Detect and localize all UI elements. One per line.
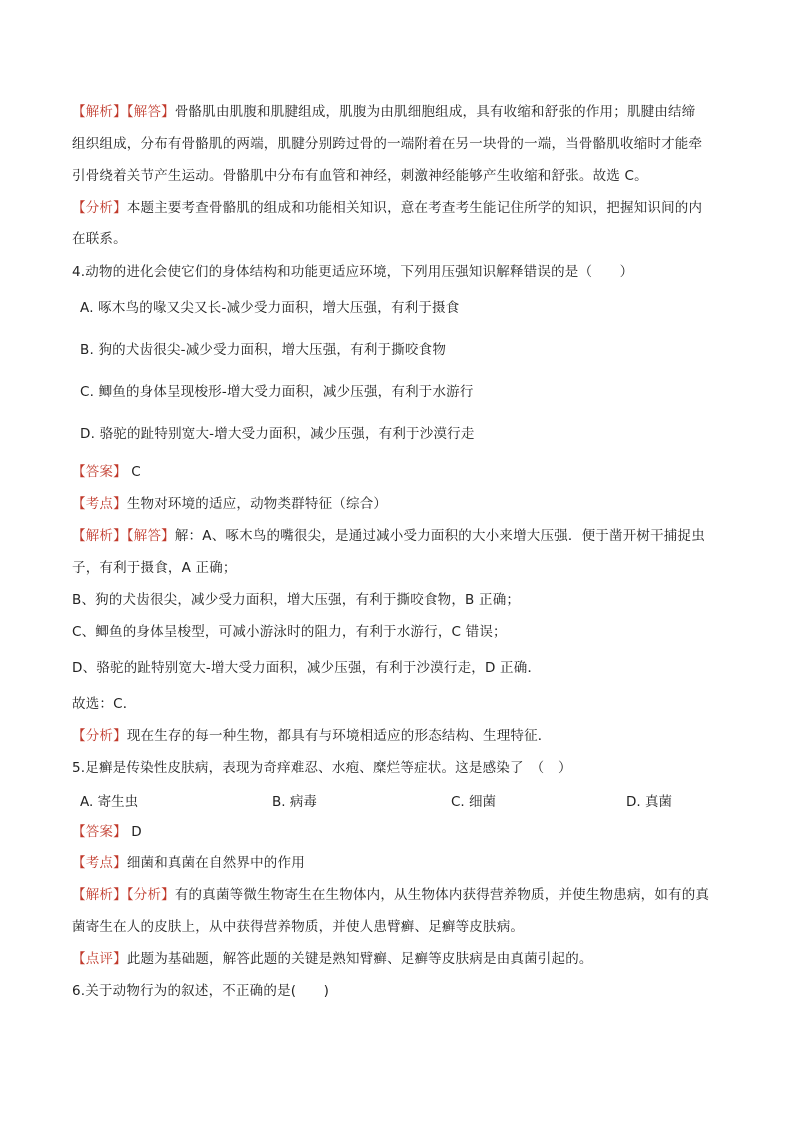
q6-stem: 6.关于动物行为的叙述，不正确的是( ): [72, 983, 330, 999]
q4-jiexi-line-3: B、狗的犬齿很尖，减少受力面积，增大压强，有利于撕咬食物，B 正确；: [72, 592, 521, 608]
q4-jiexi-line-2: 子，有利于摄食，A 正确；: [72, 560, 237, 576]
q5-option-d: D. 真菌: [626, 794, 672, 810]
q4-jiexi-line-6: 故选：C．: [72, 696, 137, 712]
q4-kaodian: 【考点】生物对环境的适应，动物类群特征（综合）: [72, 496, 388, 512]
q4-jiexi-tag: 【解析】【解答】: [72, 528, 175, 544]
q3-fenxi-line-1: 【分析】本题主要考查骨骼肌的组成和功能相关知识，意在考查考生能记住所学的知识，把握知识间的内: [72, 200, 703, 216]
q5-answer-tag: 【答案】: [72, 824, 127, 840]
q4-option-b: B. 狗的犬齿很尖-减少受力面积，增大压强，有利于撕咬食物: [80, 342, 447, 358]
q4-jiexi-line-1: 【解析】【解答】解：A、啄木鸟的嘴很尖，是通过减小受力面积的大小来增大压强．便于凿开树干捕捉虫: [72, 528, 705, 544]
q4-answer: 【答案】 C: [72, 464, 141, 480]
q4-jiexi-line-4: C、鲫鱼的身体呈梭型，可减小游泳时的阻力，有利于水游行，C 错误；: [72, 624, 507, 640]
q5-stem: 5.足癣是传染性皮肤病，表现为奇痒难忍、水疱、糜烂等症状。这是感染了 （ ）: [72, 760, 572, 776]
q5-kaodian-tag: 【考点】: [72, 855, 127, 871]
q4-fenxi: 【分析】现在生存的每一种生物，都具有与环境相适应的形态结构、生理特征．: [72, 728, 552, 744]
q3-fenxi-tag: 【分析】: [72, 200, 127, 216]
q5-options-row: [80, 790, 720, 810]
q3-fenxi-line-2: 在联系。: [72, 231, 127, 247]
q4-stem: 4.动物的进化会使它们的身体结构和功能更适应环境，下列用压强知识解释错误的是（ ）: [72, 264, 634, 280]
q5-jiexi-tag: 【解析】【分析】: [72, 887, 175, 903]
q3-jiexi-line-3: 引骨绕着关节产生运动。骨骼肌中分布有血管和神经，刺激神经能够产生收缩和舒张。故选 C。: [72, 168, 648, 184]
q5-jiexi-line-2: 菌寄生在人的皮肤上，从中获得营养物质，并使人患臂癣、足癣等皮肤病。: [72, 919, 525, 935]
q4-kaodian-tag: 【考点】: [72, 496, 127, 512]
q4-option-d: D. 骆驼的趾特别宽大-增大受力面积，减少压强，有利于沙漠行走: [80, 426, 475, 442]
q3-jiexi-line-2: 组织组成，分布有骨骼肌的两端，肌腱分别跨过骨的一端附着在另一块骨的一端，当骨骼肌收缩时才能牵: [72, 136, 703, 152]
q4-fenxi-tag: 【分析】: [72, 728, 127, 744]
q4-jiexi-line-5: D、骆驼的趾特别宽大-增大受力面积，减少压强，有利于沙漠行走，D 正确．: [72, 660, 542, 676]
q3-jiexi-tag: 【解析】【解答】: [72, 104, 175, 120]
q4-option-a: A. 啄木鸟的喙又尖又长-减少受力面积，增大压强，有利于摄食: [80, 300, 460, 316]
q5-dianping-tag: 【点评】: [72, 951, 127, 967]
q3-jiexi-line-1: 【解析】【解答】骨骼肌由肌腹和肌腱组成，肌腹为由肌细胞组成，具有收缩和舒张的作用；肌腱由结缔: [72, 104, 696, 120]
q5-jiexi-line-1: 【解析】【分析】有的真菌等微生物寄生在生物体内，从生物体内获得营养物质，并使生物患病，如有的真: [72, 887, 710, 903]
q5-answer: 【答案】 D: [72, 824, 142, 840]
q5-option-b: B. 病毒: [272, 794, 317, 810]
q5-dianping: 【点评】此题为基础题，解答此题的关键是熟知臂癣、足癣等皮肤病是由真菌引起的。: [72, 951, 593, 967]
q5-kaodian: 【考点】细菌和真菌在自然界中的作用: [72, 855, 305, 871]
q5-option-c: C. 细菌: [451, 794, 497, 810]
q5-option-a: A. 寄生虫: [80, 794, 139, 810]
q4-option-c: C. 鲫鱼的身体呈现梭形-增大受力面积，减少压强，有利于水游行: [80, 384, 474, 400]
q4-answer-tag: 【答案】: [72, 464, 127, 480]
